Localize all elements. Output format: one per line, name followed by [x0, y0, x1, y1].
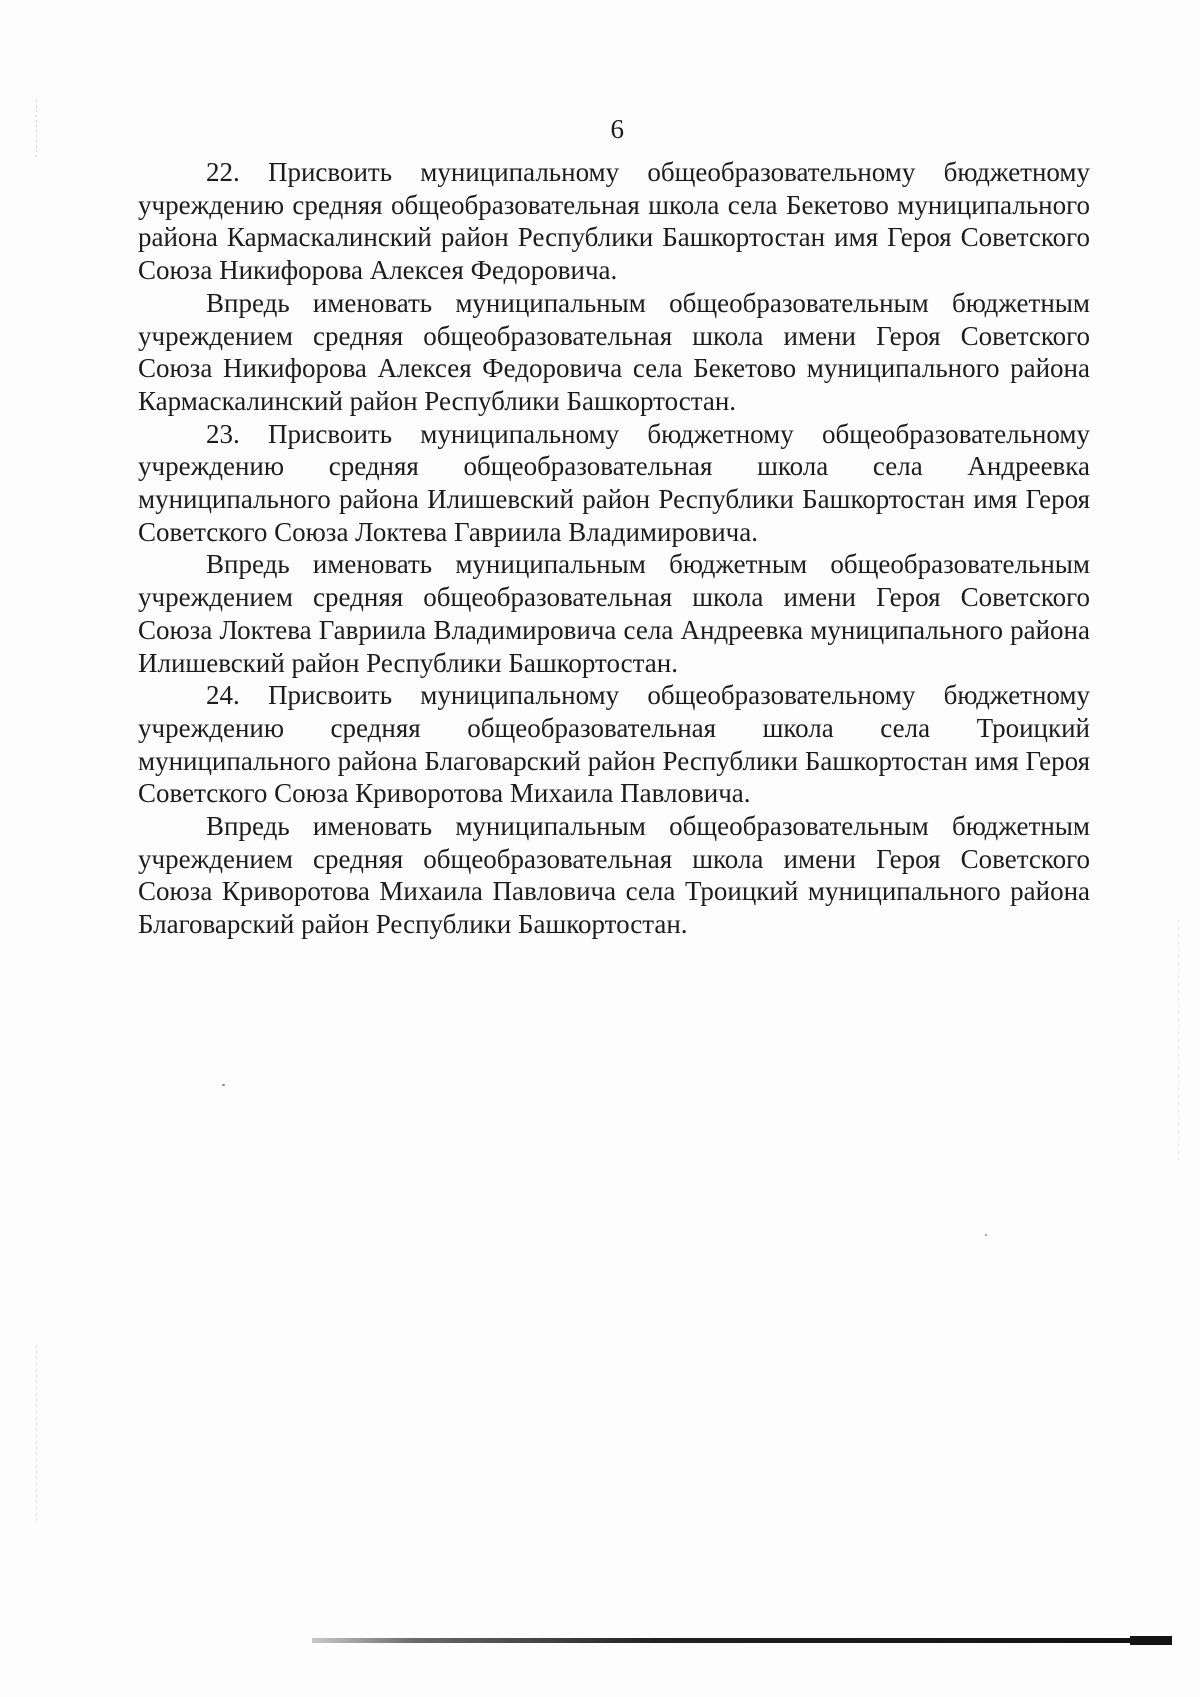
paragraph-23-rename: Впредь именовать муниципальным бюджетным общеобразовательным учреждением средняя общеобразовательная школа имени Героя Советского Союза Локтева Гавриила Владимировича села Андреевка муниципального района Илишевский район Республики Башкортостан. — [138, 549, 1090, 678]
document-body — [138, 156, 1090, 941]
bottom-rule — [312, 1638, 1172, 1643]
paragraph-24: 24. Присвоить муниципальному общеобразовательному бюджетному учреждению средняя общеобразовательная школа села Троицкий муниципального района Благоварский район Республики Башкортостан имя Героя Советского Союза Криворотова Михаила Павловича. — [138, 680, 1090, 809]
scan-edge-mark — [36, 1345, 37, 1525]
scan-speck — [985, 1234, 987, 1236]
paragraph-23: 23. Присвоить муниципальному бюджетному общеобразовательному учреждению средняя общеобразовательная школа села Андреевка муниципального района Илишевский район Республики Башкортостан имя Героя Советского Союза Локтева Гавриила Владимировича. — [138, 418, 1090, 547]
scan-speck — [222, 1084, 225, 1086]
scan-edge-mark — [1178, 920, 1179, 1160]
paragraph-22: 22. Присвоить муниципальному общеобразовательному бюджетному учреждению средняя общеобразовательная школа села Бекетово муниципального района Кармаскалинский район Республики Башкортостан имя Героя Советского Союза Никифорова Алексея Федоровича. — [138, 157, 1090, 286]
paragraph-22-rename: Впредь именовать муниципальным общеобразовательным бюджетным учреждением средняя общеобразовательная школа имени Героя Советского Союза Никифорова Алексея Федоровича села Бекетово муниципального района Кармаскалинский район Республики Башкортостан. — [138, 287, 1090, 416]
paragraph-24-rename: Впредь именовать муниципальным общеобразовательным бюджетным учреждением средняя общеобразовательная школа имени Героя Советского Союза Криворотова Михаила Павловича села Троицкий муниципального района Благоварский район Республики Башкортостан. — [138, 811, 1090, 940]
bottom-rule-end — [1130, 1636, 1172, 1645]
page-number: 6 — [610, 114, 625, 144]
